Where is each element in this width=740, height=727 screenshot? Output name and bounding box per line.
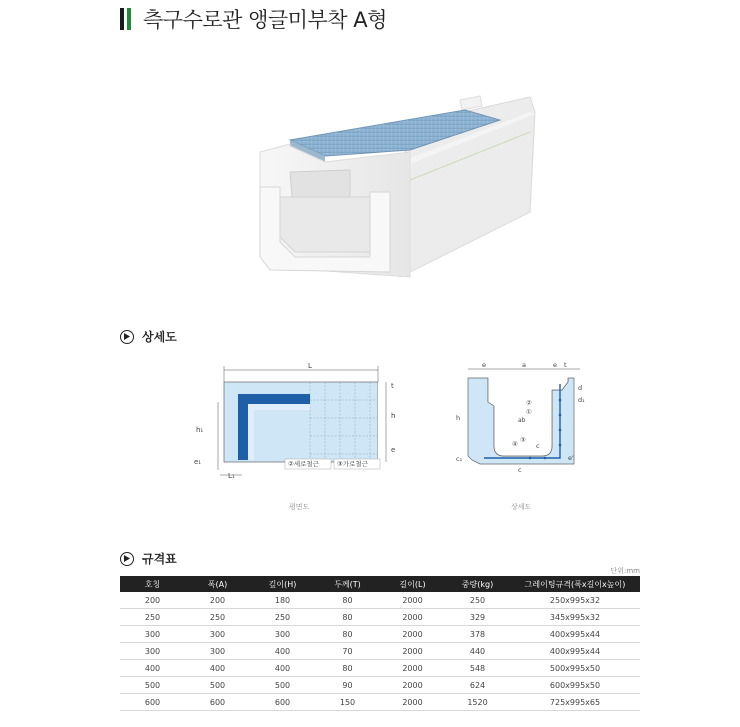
table-cell: 80 — [315, 660, 380, 677]
table-cell: 440 — [445, 643, 510, 660]
label-a: a — [522, 361, 526, 369]
table-cell: 250 — [250, 609, 315, 626]
table-row — [120, 677, 640, 694]
table-cell: 378 — [445, 626, 510, 643]
title-marker-green — [127, 8, 131, 30]
spec-table — [120, 576, 640, 711]
col-header: 호칭 — [120, 576, 185, 592]
label-e-right: e — [553, 361, 557, 369]
label-e1: e₁ — [194, 458, 202, 466]
table-cell: 500 — [120, 677, 185, 694]
table-cell: 2000 — [380, 592, 445, 609]
table-cell: 600 — [185, 694, 250, 711]
table-cell: 2000 — [380, 626, 445, 643]
label-c-bottom: c — [518, 466, 522, 474]
label-h: h — [391, 412, 396, 420]
col-header: 길이(L) — [380, 576, 445, 592]
table-row — [120, 643, 640, 660]
section-spec-title: 규격표 — [142, 552, 177, 566]
table-cell: 200 — [120, 592, 185, 609]
table-cell: 600x995x50 — [510, 677, 640, 694]
table-cell: 2000 — [380, 643, 445, 660]
col-header: 폭(A) — [185, 576, 250, 592]
page-title: 측구수로관 앵글미부착 A형 — [143, 8, 387, 32]
table-cell: 250 — [185, 609, 250, 626]
table-cell: 1520 — [445, 694, 510, 711]
table-cell: 300 — [250, 626, 315, 643]
label-ab: ab — [518, 417, 526, 424]
label-n3: ③ — [520, 436, 526, 444]
play-circle-icon — [120, 330, 134, 344]
table-cell: 500 — [250, 677, 315, 694]
label-n2: ② — [526, 399, 532, 407]
table-row — [120, 660, 640, 677]
table-row — [120, 609, 640, 626]
table-cell: 600 — [250, 694, 315, 711]
table-cell: 180 — [250, 592, 315, 609]
table-cell: 80 — [315, 609, 380, 626]
label-e: e — [391, 446, 396, 454]
label-t: t — [391, 382, 394, 390]
label-t-top: t — [564, 361, 567, 369]
table-cell: 400x995x44 — [510, 626, 640, 643]
table-cell: 400 — [185, 660, 250, 677]
label-c1: c₁ — [456, 455, 463, 463]
label-d: d — [578, 384, 583, 392]
plan-view-drawing — [190, 360, 420, 495]
label-L1: L₁ — [228, 472, 235, 480]
table-cell: 250x995x32 — [510, 592, 640, 609]
label-n4: ④ — [512, 440, 518, 448]
table-cell: 250 — [445, 592, 510, 609]
table-cell: 250 — [120, 609, 185, 626]
table-cell: 2000 — [380, 609, 445, 626]
table-cell: 500x995x50 — [510, 660, 640, 677]
section-detail-heading — [120, 328, 177, 345]
table-cell: 400 — [250, 660, 315, 677]
table-cell: 600 — [120, 694, 185, 711]
plan-view-caption: 평면도 — [289, 503, 310, 511]
title-marker-dark — [120, 8, 124, 30]
table-cell: 500 — [185, 677, 250, 694]
spec-table-header — [120, 576, 640, 592]
col-header: 두께(T) — [315, 576, 380, 592]
table-row — [120, 592, 640, 609]
section-spec-heading — [120, 550, 177, 567]
table-cell: 725x995x65 — [510, 694, 640, 711]
col-header: 중량(kg) — [445, 576, 510, 592]
table-cell: 345x995x32 — [510, 609, 640, 626]
table-cell: 200 — [185, 592, 250, 609]
table-cell: 2000 — [380, 677, 445, 694]
label-rebar-vertical: ②세로철근 — [288, 460, 319, 468]
product-image — [250, 92, 540, 282]
label-h-right: h — [456, 414, 461, 422]
section-view-caption: 상세도 — [511, 503, 532, 511]
table-cell: 300 — [120, 626, 185, 643]
label-e-left: e — [482, 361, 486, 369]
table-cell: 624 — [445, 677, 510, 694]
table-cell: 150 — [315, 694, 380, 711]
label-L: L — [308, 362, 312, 370]
page-header — [120, 6, 387, 32]
table-cell: 300 — [185, 626, 250, 643]
play-circle-icon — [120, 552, 134, 566]
label-h1: h₁ — [196, 426, 204, 434]
table-cell: 300 — [185, 643, 250, 660]
table-cell: 548 — [445, 660, 510, 677]
table-cell: 80 — [315, 592, 380, 609]
section-detail-title: 상세도 — [142, 330, 177, 344]
label-e-prime: e' — [568, 454, 574, 462]
table-cell: 2000 — [380, 660, 445, 677]
unit-label: 단위:mm — [610, 567, 640, 575]
table-row — [120, 694, 640, 711]
table-cell: 300 — [120, 643, 185, 660]
table-cell: 70 — [315, 643, 380, 660]
table-cell: 80 — [315, 626, 380, 643]
table-cell: 90 — [315, 677, 380, 694]
table-row — [120, 626, 640, 643]
col-header: 그레이팅규격(폭x길이x높이) — [510, 576, 640, 592]
label-rebar-horizontal: ③가로철근 — [337, 460, 368, 468]
label-d1: d₁ — [578, 396, 585, 404]
table-cell: 2000 — [380, 694, 445, 711]
table-cell: 400 — [120, 660, 185, 677]
table-cell: 400x995x44 — [510, 643, 640, 660]
col-header: 깊이(H) — [250, 576, 315, 592]
label-n1: ① — [526, 408, 532, 416]
table-cell: 329 — [445, 609, 510, 626]
section-view-drawing — [450, 360, 600, 475]
label-c-mid: c — [536, 442, 540, 450]
table-cell: 400 — [250, 643, 315, 660]
